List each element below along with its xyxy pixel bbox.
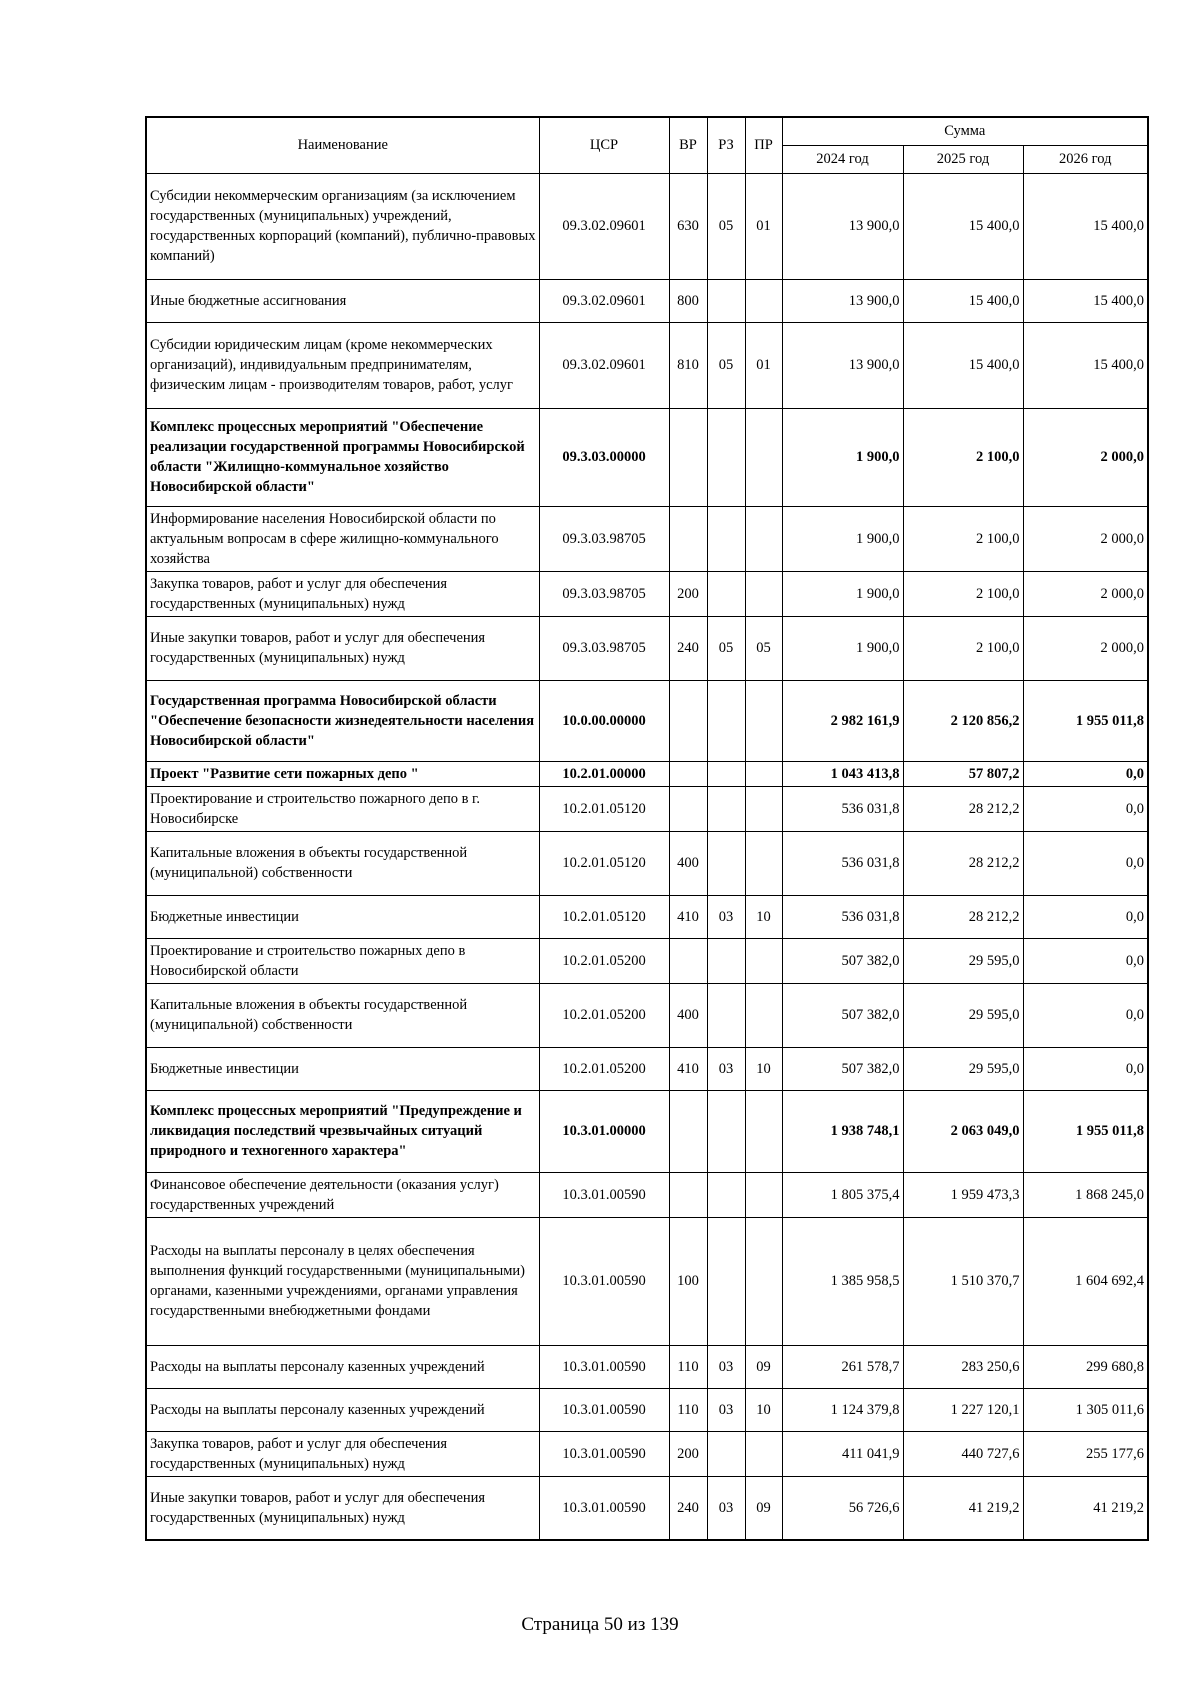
- cell-sum-2024: 13 900,0: [782, 322, 903, 408]
- cell-vr: [669, 938, 707, 983]
- cell-sum-2024: 1 938 748,1: [782, 1090, 903, 1172]
- cell-sum-2025: 2 100,0: [903, 571, 1023, 616]
- cell-vr: [669, 1172, 707, 1217]
- cell-sum-2024: 1 385 958,5: [782, 1217, 903, 1345]
- cell-vr: 200: [669, 571, 707, 616]
- header-sum: Сумма: [782, 117, 1148, 145]
- cell-sum-2024: 1 900,0: [782, 616, 903, 680]
- cell-csr: 09.3.02.09601: [539, 322, 669, 408]
- cell-sum-2026: 1 305 011,6: [1023, 1388, 1148, 1431]
- cell-sum-2026: 1 955 011,8: [1023, 1090, 1148, 1172]
- cell-name: Государственная программа Новосибирской области "Обеспечение безопасности жизнедеятельности населения Новосибирской области": [146, 680, 539, 761]
- table-row: [146, 1431, 1148, 1476]
- cell-sum-2026: 0,0: [1023, 895, 1148, 938]
- cell-csr: 10.2.01.05120: [539, 831, 669, 895]
- cell-csr: 09.3.03.98705: [539, 616, 669, 680]
- table-row: [146, 616, 1148, 680]
- cell-pr: [745, 1090, 782, 1172]
- header-year-2025: 2025 год: [903, 145, 1023, 173]
- cell-sum-2025: 1 510 370,7: [903, 1217, 1023, 1345]
- cell-sum-2025: 440 727,6: [903, 1431, 1023, 1476]
- cell-sum-2025: 1 959 473,3: [903, 1172, 1023, 1217]
- cell-rz: 05: [707, 322, 745, 408]
- cell-csr: 10.3.01.00590: [539, 1476, 669, 1540]
- cell-pr: 01: [745, 322, 782, 408]
- cell-sum-2026: 2 000,0: [1023, 506, 1148, 571]
- cell-csr: 10.2.01.05120: [539, 895, 669, 938]
- cell-pr: [745, 983, 782, 1047]
- header-year-2024: 2024 год: [782, 145, 903, 173]
- cell-sum-2026: 15 400,0: [1023, 173, 1148, 279]
- cell-rz: [707, 761, 745, 786]
- table-row: [146, 786, 1148, 831]
- cell-name: Расходы на выплаты персоналу казенных учреждений: [146, 1388, 539, 1431]
- cell-pr: [745, 761, 782, 786]
- cell-sum-2026: 0,0: [1023, 938, 1148, 983]
- cell-name: Иные закупки товаров, работ и услуг для обеспечения государственных (муниципальных) нужд: [146, 616, 539, 680]
- table-row: [146, 322, 1148, 408]
- table-row: [146, 895, 1148, 938]
- cell-vr: 630: [669, 173, 707, 279]
- cell-name: Проектирование и строительство пожарных депо в Новосибирской области: [146, 938, 539, 983]
- cell-pr: [745, 786, 782, 831]
- cell-rz: 05: [707, 173, 745, 279]
- cell-pr: 10: [745, 1388, 782, 1431]
- cell-sum-2025: 2 100,0: [903, 506, 1023, 571]
- cell-rz: [707, 408, 745, 506]
- cell-sum-2024: 1 900,0: [782, 571, 903, 616]
- cell-sum-2024: 507 382,0: [782, 1047, 903, 1090]
- budget-table: [145, 116, 1149, 1541]
- table-row: [146, 761, 1148, 786]
- table-row: [146, 1172, 1148, 1217]
- cell-pr: 01: [745, 173, 782, 279]
- cell-name: Капитальные вложения в объекты государственной (муниципальной) собственности: [146, 983, 539, 1047]
- table-body: [146, 173, 1148, 1540]
- cell-sum-2024: 536 031,8: [782, 786, 903, 831]
- cell-name: Субсидии юридическим лицам (кроме некоммерческих организаций), индивидуальным предпринимателям, физическим лицам - производителям товаров, работ, услуг: [146, 322, 539, 408]
- cell-sum-2025: 28 212,2: [903, 831, 1023, 895]
- cell-rz: [707, 571, 745, 616]
- cell-name: Проект "Развитие сети пожарных депо ": [146, 761, 539, 786]
- header-name: Наименование: [146, 117, 539, 173]
- cell-vr: 100: [669, 1217, 707, 1345]
- cell-sum-2024: 507 382,0: [782, 938, 903, 983]
- cell-vr: [669, 786, 707, 831]
- table-row: [146, 1388, 1148, 1431]
- cell-rz: 03: [707, 895, 745, 938]
- cell-sum-2024: 13 900,0: [782, 279, 903, 322]
- table-row: [146, 173, 1148, 279]
- cell-sum-2025: 29 595,0: [903, 938, 1023, 983]
- cell-pr: 10: [745, 1047, 782, 1090]
- cell-sum-2025: 15 400,0: [903, 279, 1023, 322]
- cell-sum-2026: 0,0: [1023, 786, 1148, 831]
- cell-name: Финансовое обеспечение деятельности (оказания услуг) государственных учреждений: [146, 1172, 539, 1217]
- cell-rz: [707, 983, 745, 1047]
- cell-vr: [669, 680, 707, 761]
- cell-sum-2025: 283 250,6: [903, 1345, 1023, 1388]
- cell-pr: [745, 279, 782, 322]
- cell-rz: 05: [707, 616, 745, 680]
- cell-name: Субсидии некоммерческим организациям (за исключением государственных (муниципальных) учреждений, государственных корпораций (компаний), публично-правовых компаний): [146, 173, 539, 279]
- cell-vr: [669, 506, 707, 571]
- cell-sum-2025: 2 100,0: [903, 408, 1023, 506]
- cell-csr: 10.2.01.05120: [539, 786, 669, 831]
- cell-sum-2026: 41 219,2: [1023, 1476, 1148, 1540]
- cell-name: Расходы на выплаты персоналу казенных учреждений: [146, 1345, 539, 1388]
- cell-name: Закупка товаров, работ и услуг для обеспечения государственных (муниципальных) нужд: [146, 1431, 539, 1476]
- cell-sum-2026: 2 000,0: [1023, 408, 1148, 506]
- cell-sum-2025: 1 227 120,1: [903, 1388, 1023, 1431]
- table-row: [146, 1476, 1148, 1540]
- cell-sum-2024: 56 726,6: [782, 1476, 903, 1540]
- cell-sum-2025: 15 400,0: [903, 322, 1023, 408]
- cell-csr: 10.3.01.00000: [539, 1090, 669, 1172]
- cell-sum-2026: 0,0: [1023, 1047, 1148, 1090]
- cell-name: Комплекс процессных мероприятий "Обеспечение реализации государственной программы Новосибирской области "Жилищно-коммунальное хозяйство Новосибирской области": [146, 408, 539, 506]
- cell-name: Иные бюджетные ассигнования: [146, 279, 539, 322]
- cell-name: Бюджетные инвестиции: [146, 895, 539, 938]
- cell-vr: 410: [669, 1047, 707, 1090]
- cell-sum-2026: 1 604 692,4: [1023, 1217, 1148, 1345]
- cell-rz: [707, 1090, 745, 1172]
- cell-pr: 09: [745, 1345, 782, 1388]
- table-row: [146, 1217, 1148, 1345]
- cell-vr: 240: [669, 616, 707, 680]
- table-row: [146, 680, 1148, 761]
- cell-csr: 10.3.01.00590: [539, 1217, 669, 1345]
- cell-csr: 10.3.01.00590: [539, 1172, 669, 1217]
- cell-sum-2026: 2 000,0: [1023, 571, 1148, 616]
- cell-sum-2024: 1 900,0: [782, 408, 903, 506]
- cell-vr: [669, 761, 707, 786]
- cell-pr: [745, 1172, 782, 1217]
- cell-pr: 09: [745, 1476, 782, 1540]
- page-number: Страница 50 из 139: [521, 1614, 679, 1635]
- cell-sum-2025: 28 212,2: [903, 895, 1023, 938]
- cell-pr: [745, 1431, 782, 1476]
- cell-name: Иные закупки товаров, работ и услуг для обеспечения государственных (муниципальных) нужд: [146, 1476, 539, 1540]
- cell-sum-2024: 1 900,0: [782, 506, 903, 571]
- header-year-2026: 2026 год: [1023, 145, 1148, 173]
- cell-sum-2025: 29 595,0: [903, 983, 1023, 1047]
- cell-vr: 810: [669, 322, 707, 408]
- cell-sum-2024: 1 043 413,8: [782, 761, 903, 786]
- table-row: [146, 1345, 1148, 1388]
- cell-pr: [745, 831, 782, 895]
- cell-sum-2024: 1 124 379,8: [782, 1388, 903, 1431]
- cell-sum-2026: 1 868 245,0: [1023, 1172, 1148, 1217]
- cell-csr: 10.0.00.00000: [539, 680, 669, 761]
- cell-rz: 03: [707, 1476, 745, 1540]
- table-row: [146, 408, 1148, 506]
- cell-rz: [707, 1431, 745, 1476]
- cell-name: Информирование населения Новосибирской области по актуальным вопросам в сфере жилищно-коммунального хозяйства: [146, 506, 539, 571]
- cell-csr: 09.3.02.09601: [539, 279, 669, 322]
- cell-vr: [669, 1090, 707, 1172]
- cell-rz: [707, 506, 745, 571]
- cell-sum-2024: 536 031,8: [782, 895, 903, 938]
- cell-sum-2026: 299 680,8: [1023, 1345, 1148, 1388]
- cell-sum-2025: 15 400,0: [903, 173, 1023, 279]
- header-rz: РЗ: [707, 117, 745, 173]
- cell-sum-2024: 507 382,0: [782, 983, 903, 1047]
- header-csr: ЦСР: [539, 117, 669, 173]
- cell-vr: 410: [669, 895, 707, 938]
- cell-sum-2026: 0,0: [1023, 983, 1148, 1047]
- cell-vr: [669, 408, 707, 506]
- cell-rz: [707, 786, 745, 831]
- cell-vr: 110: [669, 1388, 707, 1431]
- cell-pr: 10: [745, 895, 782, 938]
- cell-sum-2026: 0,0: [1023, 831, 1148, 895]
- cell-name: Закупка товаров, работ и услуг для обеспечения государственных (муниципальных) нужд: [146, 571, 539, 616]
- cell-name: Комплекс процессных мероприятий "Предупреждение и ликвидация последствий чрезвычайных ситуаций природного и техногенного характера": [146, 1090, 539, 1172]
- cell-sum-2026: 2 000,0: [1023, 616, 1148, 680]
- cell-rz: [707, 831, 745, 895]
- cell-rz: [707, 938, 745, 983]
- cell-rz: [707, 1172, 745, 1217]
- cell-pr: 05: [745, 616, 782, 680]
- table-row: [146, 571, 1148, 616]
- header-vr: ВР: [669, 117, 707, 173]
- cell-csr: 09.3.03.00000: [539, 408, 669, 506]
- cell-vr: 240: [669, 1476, 707, 1540]
- cell-csr: 09.3.02.09601: [539, 173, 669, 279]
- cell-sum-2024: 1 805 375,4: [782, 1172, 903, 1217]
- table-row: [146, 983, 1148, 1047]
- cell-sum-2024: 13 900,0: [782, 173, 903, 279]
- header-pr: ПР: [745, 117, 782, 173]
- cell-sum-2025: 57 807,2: [903, 761, 1023, 786]
- cell-csr: 10.2.01.05200: [539, 983, 669, 1047]
- cell-sum-2024: 536 031,8: [782, 831, 903, 895]
- cell-sum-2026: 15 400,0: [1023, 279, 1148, 322]
- cell-csr: 10.2.01.05200: [539, 1047, 669, 1090]
- cell-name: Расходы на выплаты персоналу в целях обеспечения выполнения функций государственными (муниципальными) органами, казенными учреждениями, органами управления государственными внебюджетными фондами: [146, 1217, 539, 1345]
- cell-sum-2026: 255 177,6: [1023, 1431, 1148, 1476]
- table-row: [146, 1047, 1148, 1090]
- cell-rz: 03: [707, 1047, 745, 1090]
- cell-pr: [745, 1217, 782, 1345]
- cell-csr: 10.3.01.00590: [539, 1431, 669, 1476]
- cell-pr: [745, 680, 782, 761]
- cell-sum-2025: 2 063 049,0: [903, 1090, 1023, 1172]
- cell-sum-2025: 2 100,0: [903, 616, 1023, 680]
- cell-pr: [745, 938, 782, 983]
- cell-name: Проектирование и строительство пожарного депо в г. Новосибирске: [146, 786, 539, 831]
- table-row: [146, 279, 1148, 322]
- cell-vr: 110: [669, 1345, 707, 1388]
- cell-sum-2024: 261 578,7: [782, 1345, 903, 1388]
- table-row: [146, 938, 1148, 983]
- table-header: [146, 117, 1148, 173]
- cell-sum-2026: 15 400,0: [1023, 322, 1148, 408]
- cell-rz: 03: [707, 1388, 745, 1431]
- cell-name: Бюджетные инвестиции: [146, 1047, 539, 1090]
- cell-rz: [707, 279, 745, 322]
- cell-sum-2024: 411 041,9: [782, 1431, 903, 1476]
- cell-csr: 10.3.01.00590: [539, 1388, 669, 1431]
- cell-sum-2025: 28 212,2: [903, 786, 1023, 831]
- cell-sum-2026: 1 955 011,8: [1023, 680, 1148, 761]
- cell-pr: [745, 408, 782, 506]
- cell-sum-2026: 0,0: [1023, 761, 1148, 786]
- cell-name: Капитальные вложения в объекты государственной (муниципальной) собственности: [146, 831, 539, 895]
- cell-csr: 10.3.01.00590: [539, 1345, 669, 1388]
- cell-sum-2025: 2 120 856,2: [903, 680, 1023, 761]
- cell-csr: 09.3.03.98705: [539, 506, 669, 571]
- cell-csr: 09.3.03.98705: [539, 571, 669, 616]
- cell-rz: 03: [707, 1345, 745, 1388]
- cell-vr: 400: [669, 831, 707, 895]
- cell-rz: [707, 1217, 745, 1345]
- cell-csr: 10.2.01.00000: [539, 761, 669, 786]
- cell-vr: 400: [669, 983, 707, 1047]
- cell-pr: [745, 571, 782, 616]
- cell-vr: 800: [669, 279, 707, 322]
- table-row: [146, 1090, 1148, 1172]
- table-row: [146, 831, 1148, 895]
- cell-csr: 10.2.01.05200: [539, 938, 669, 983]
- cell-sum-2025: 29 595,0: [903, 1047, 1023, 1090]
- cell-rz: [707, 680, 745, 761]
- cell-sum-2025: 41 219,2: [903, 1476, 1023, 1540]
- cell-vr: 200: [669, 1431, 707, 1476]
- cell-pr: [745, 506, 782, 571]
- table-row: [146, 506, 1148, 571]
- cell-sum-2024: 2 982 161,9: [782, 680, 903, 761]
